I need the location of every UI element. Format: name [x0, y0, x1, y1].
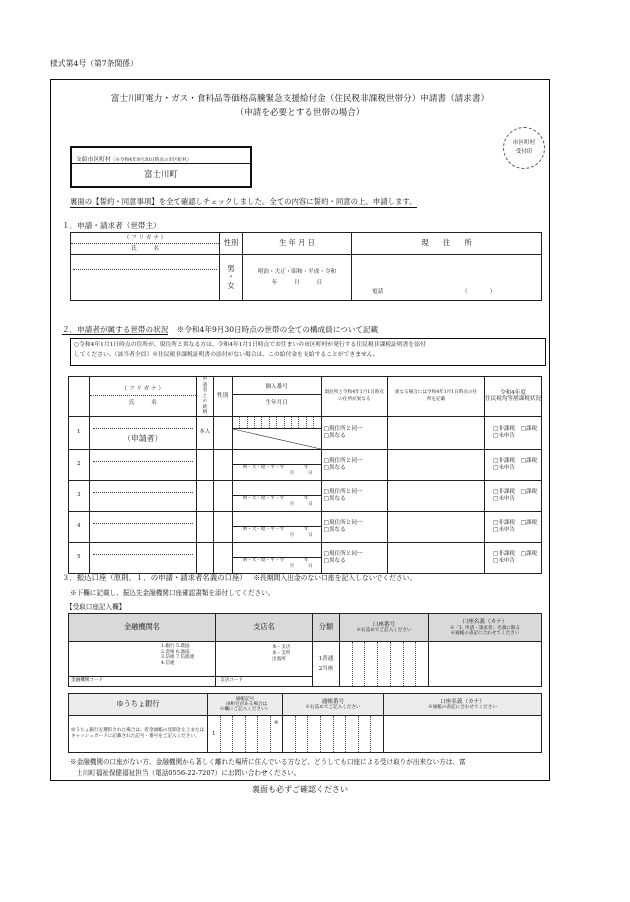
section3-title: ３．振込口座（原則、１．の申請・請求者名義の口座） — [62, 573, 247, 582]
same-checkbox[interactable]: □現住所と同一 — [323, 551, 363, 558]
household-sex-header: 性別 — [213, 377, 232, 417]
birth-era-options: 明・大・昭・平・令 — [242, 527, 285, 533]
applicant-address-cell[interactable] — [352, 255, 542, 301]
yucho-holder-note: ※通帳の表記に合わせてください — [428, 705, 497, 711]
applicant-table — [70, 232, 542, 301]
household-name-header: 氏 名 — [128, 399, 157, 406]
same-checkbox[interactable]: □現住所と同一 — [323, 520, 363, 527]
address-header: 現 住 所 — [352, 233, 542, 255]
section2-note: ※令和4年9月30日時点の世帯の全ての構成員について記載 — [176, 325, 379, 334]
municipality-box — [70, 146, 252, 188]
municipality-note: （※令和4年9月30日時点の市区町村） — [110, 158, 192, 163]
tax-checkbox[interactable]: □課税 — [520, 489, 538, 496]
birth-year-unit: 年 — [304, 465, 309, 471]
birth-month-day: 月 日 — [289, 563, 313, 569]
male-option[interactable]: 男 — [227, 264, 235, 274]
tax-checkbox[interactable]: □課税 — [520, 426, 538, 433]
bank-type-shingyoren[interactable]: 7.信漁連 — [176, 655, 195, 661]
bank-type-shinren[interactable]: 4.信連 — [161, 660, 175, 666]
passbook-code-header: 通帳記号 — [235, 696, 255, 702]
birth-year-unit: 年 — [304, 496, 309, 502]
branch-code-label: 支店コード — [220, 678, 243, 683]
bank-account-table — [68, 613, 542, 687]
bank-type-shinkumi[interactable]: 3.信組 — [161, 655, 175, 661]
relation-header: 申請者との続柄 — [202, 377, 208, 415]
yucho-instruction: ゆうちょ銀行を選択された場合は、貯金通帳の見開き左上またはキャッシュカードに記載された記号・番号をご記入ください。 — [71, 728, 205, 739]
pledge-text: 裏面の【誓約・同意事項】を全て確認しチェックしました。全ての内容に誓約・同意の上、申請します。 — [70, 197, 417, 206]
account-number-cell[interactable] — [340, 642, 429, 687]
bank-name-header: 金融機関名 — [69, 614, 216, 642]
nontax-checkbox[interactable]: □非課税 — [493, 551, 516, 558]
address-diff-header: 現住所と令和4年1月1日時点の住所が異なる — [324, 390, 384, 403]
yucho-header: ゆうちょ銀行 — [69, 694, 208, 716]
form-subtitle: （申請を必要とする世帯の場合） — [235, 108, 365, 118]
category-checking[interactable]: 2当座 — [318, 666, 334, 672]
category-ordinary[interactable]: 1普通 — [318, 655, 334, 662]
name-header: 氏 名 — [131, 245, 159, 252]
category-header: 分類 — [313, 614, 340, 642]
branch-type-shiten[interactable]: 本・支店 — [272, 645, 291, 650]
holder-note-2: ※通帳の表記に合わせてください — [450, 630, 520, 636]
applicant-birth-cell[interactable] — [243, 255, 352, 301]
undeclared-checkbox[interactable]: □未申告 — [493, 557, 516, 564]
diff-checkbox[interactable]: □異なる — [323, 495, 346, 502]
sex-separator: ・ — [227, 272, 235, 282]
notice-line-2: してください。（該当者全員）※住民税非課税証明書の添付がない場合は、この給付金を支給することができません。 — [74, 352, 379, 358]
household-row — [69, 449, 542, 480]
birth-header: 生 年 月 日 — [243, 233, 352, 255]
diff-checkbox[interactable]: □異なる — [323, 464, 346, 471]
section3-heading — [62, 572, 416, 583]
tax-checkbox[interactable]: □課税 — [520, 520, 538, 527]
bank-type-gyokyo[interactable]: 6.漁協 — [176, 649, 190, 655]
form-title: 富士川町電力・ガス・食料品等価格高騰緊急支援給付金（住民税非課税世帯分）申請書（請求書） — [110, 94, 490, 104]
section3-subnote: ※下欄に記載し、振込先金融機関口座確認書類を添付してください。 — [70, 589, 275, 597]
stamp-label-2: 受付印 — [515, 149, 533, 155]
birth-month-day: 月 日 — [289, 501, 313, 507]
footer-note-1: ※金融機関の口座がない方、金融機関から著しく離れた場所に住んでいる方など、どうしても口座による受け取りが出来ない方は、富 — [70, 758, 466, 766]
bank-code-label: 金融機関コード — [71, 678, 104, 683]
row-number: 1 — [69, 416, 90, 449]
section2-title: ２．申請者が属する世帯の状況 — [62, 325, 169, 334]
birth-month-day: 月 日 — [289, 470, 313, 476]
tax-header-2: 住民税均等割課税状況 — [485, 396, 541, 403]
household-row — [69, 416, 542, 449]
diff-checkbox[interactable]: □異なる — [323, 432, 346, 439]
applicant-marker: （申請者） — [123, 433, 163, 443]
passbook-number-header: 通帳番号 — [321, 698, 345, 705]
holder-note-1: ※「1. 申請・請求者」名義に限る — [449, 625, 521, 631]
section2-heading — [62, 324, 378, 335]
tax-checkbox[interactable]: □課税 — [520, 458, 538, 465]
passbook-code-cell[interactable] — [208, 716, 283, 753]
same-checkbox[interactable]: □現住所と同一 — [323, 458, 363, 465]
nontax-checkbox[interactable]: □非課税 — [493, 458, 516, 465]
passbook-number-cell[interactable] — [283, 716, 384, 753]
undeclared-checkbox[interactable]: □未申告 — [493, 526, 516, 533]
birth-era-options: 明・大・昭・平・令 — [242, 558, 285, 564]
branch-type-shuchojo[interactable]: 出張所 — [272, 657, 286, 662]
furigana-header: （ フ リ ガ ナ ） — [71, 234, 219, 244]
passbook-code-kome: ※ — [273, 720, 279, 726]
branch-name-cell[interactable] — [216, 642, 313, 687]
undeclared-checkbox[interactable]: □未申告 — [493, 464, 516, 471]
household-furigana-header: （ フ リ ガ ナ ） — [90, 383, 196, 396]
row-number: 2 — [69, 449, 90, 480]
diff-checkbox[interactable]: □異なる — [323, 557, 346, 564]
bank-type-bank[interactable]: 1.銀行 — [161, 644, 175, 649]
municipality-label: 支給市区町村 — [76, 157, 111, 163]
tax-checkbox[interactable]: □課税 — [520, 551, 538, 558]
passbook-code-start: 1 — [208, 716, 221, 752]
form-number: 様式第4号（第7条関係） — [50, 59, 138, 68]
section3-note: ※長期間入出金のない口座を記入しないでください。 — [253, 574, 417, 582]
holder-header: 口座名義（カナ） — [462, 619, 508, 626]
yucho-table — [68, 693, 542, 753]
nontax-checkbox[interactable]: □非課税 — [493, 489, 516, 496]
yucho-holder-cell[interactable] — [384, 716, 542, 753]
diagonal-slash — [233, 429, 321, 449]
passbook-number-note: ※右詰めでご記入ください — [305, 705, 361, 711]
yucho-holder-header: 口座名義（カナ） — [440, 698, 485, 705]
notice-line-1: ○令和4年1月1日時点の住所が、現住所と異なる方は、令和4年1月1日時点でお住まいの市区町村が発行する住民税非課税証明書を添付 — [74, 342, 426, 348]
notice-box — [70, 338, 546, 366]
same-checkbox[interactable]: □現住所と同一 — [323, 426, 363, 433]
entry-label: 【受取口座記入欄】 — [66, 603, 126, 611]
stamp-label-1: 市区町村 — [512, 140, 536, 146]
undeclared-checkbox[interactable]: □未申告 — [493, 495, 516, 502]
nontax-checkbox[interactable]: □非課税 — [493, 520, 516, 527]
birth-month-day: 月 日 — [289, 532, 313, 538]
account-number-note: ※右詰めでご記入ください — [356, 628, 412, 634]
birth-ymd: 年 月 日 — [271, 280, 323, 286]
tax-header-1: 令和4年度 — [500, 390, 526, 397]
birth-year-unit: 年 — [304, 558, 309, 564]
birth-year-unit: 年 — [304, 527, 309, 533]
birth-era-options: 明・大・昭・平・令 — [242, 465, 285, 471]
bank-type-nokyo[interactable]: 5.農協 — [176, 644, 190, 649]
previous-address-header: 異なる場合には令和4年1月1日時点の住所を記載 — [394, 390, 478, 403]
passbook-code-note-2: ※欄にご記入ください） — [219, 707, 271, 713]
household-row — [69, 480, 542, 511]
row-number: 3 — [69, 480, 90, 511]
applicant-name-cell[interactable] — [71, 255, 220, 301]
applicant-sex-cell[interactable] — [220, 255, 243, 301]
household-row — [69, 511, 542, 542]
diff-checkbox[interactable]: □異なる — [323, 526, 346, 533]
phone-label: 電話 — [372, 288, 384, 295]
relation-self: 本人 — [196, 416, 213, 449]
back-side-note: 裏面も必ずご確認ください — [252, 785, 348, 794]
household-table — [68, 376, 542, 574]
branch-type-shisho[interactable]: 本・支所 — [272, 651, 291, 656]
account-number-header: 口座番号 — [372, 621, 396, 628]
holder-cell[interactable] — [429, 642, 542, 687]
row-number: 5 — [69, 542, 90, 573]
reception-stamp-circle — [503, 127, 545, 169]
sex-header: 性別 — [220, 233, 243, 255]
personal-number-header: 個人番号 — [233, 381, 321, 395]
section1-heading: １．申請・請求者（世帯主） — [62, 221, 161, 230]
era-options: 明治・大正・昭和・平成・令和 — [257, 268, 337, 275]
same-checkbox[interactable]: □現住所と同一 — [323, 489, 363, 496]
birth-era-options: 明・大・昭・平・令 — [242, 496, 285, 502]
bank-name-cell[interactable] — [69, 642, 216, 687]
passbook-code-note-1: （6桁目がある場合は — [222, 701, 268, 707]
nontax-checkbox[interactable]: □非課税 — [493, 426, 516, 433]
female-option[interactable]: 女 — [227, 280, 235, 290]
municipality-value[interactable]: 富士川町 — [144, 169, 178, 179]
category-cell[interactable] — [313, 642, 340, 687]
household-birth-header: 生年月日 — [265, 400, 288, 407]
branch-name-header: 支店名 — [216, 614, 313, 642]
row-number: 4 — [69, 511, 90, 542]
bank-type-kinko[interactable]: 2.金庫 — [161, 649, 175, 655]
undeclared-checkbox[interactable]: □未申告 — [493, 432, 516, 439]
phone-paren: （ ） — [462, 288, 496, 295]
footer-note-2: 士川町福祉保健福祉担当（電話0556-22-7207）にお問い合わせください。 — [76, 769, 301, 777]
household-row — [69, 542, 542, 573]
